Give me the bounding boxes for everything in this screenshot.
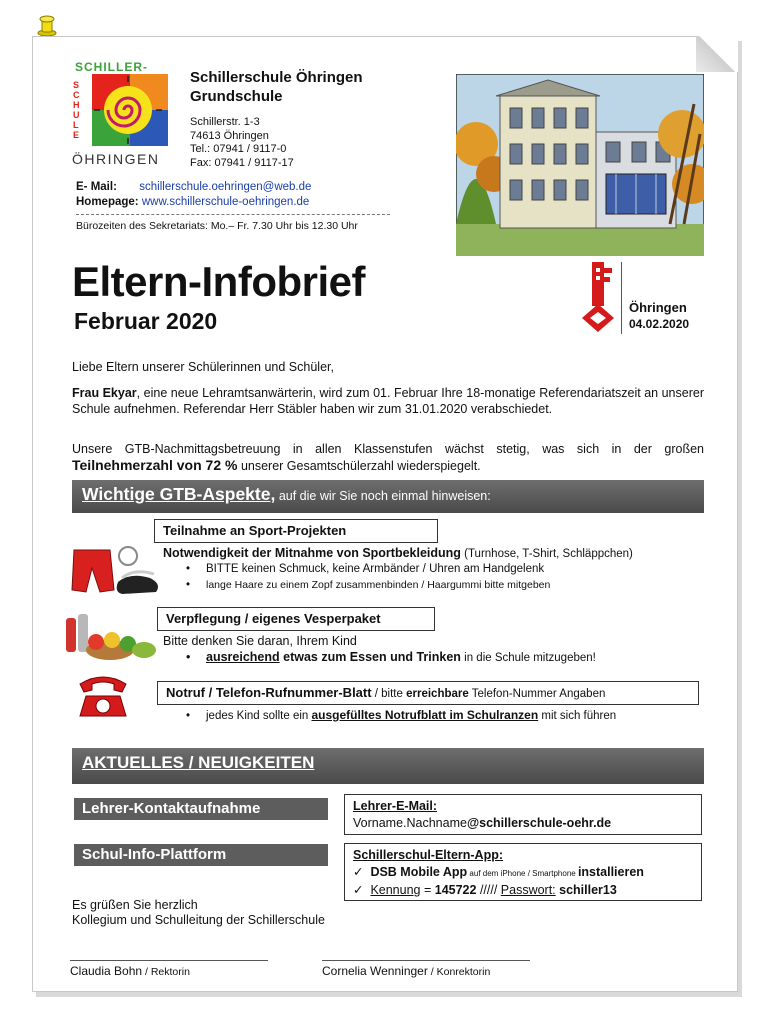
food-bullet-bold: etwas zum Essen und Trinken [279, 650, 461, 664]
emergency-box-text: / bitte [371, 688, 407, 700]
greeting-line1: Es grüßen Sie herzlich [72, 898, 198, 912]
signature-vice-principal [322, 964, 490, 978]
school-name-line2: Grundschule [190, 88, 283, 105]
emergency-box-title: Notruf / Telefon-Rufnummer-Blatt [166, 685, 372, 700]
sport-bullet-jewelry: • BITTE keinen Schmuck, keine Armbänder / Uhren am Handgelenk [186, 563, 545, 575]
logo-text-top: SCHILLER- [75, 60, 148, 74]
app-device: auf dem iPhone / Smartphone [467, 869, 578, 878]
address-fax: Fax: 07941 / 9117-17 [190, 156, 294, 169]
sportswear-illustration [70, 542, 162, 598]
food-bullet-rest: in die Schule mitzugeben! [460, 652, 596, 664]
app-name: DSB Mobile App [370, 865, 468, 879]
checkmark-icon: ✓ [353, 883, 364, 897]
teacher-email-box [344, 794, 702, 835]
salutation: Liebe Eltern unserer Schülerinnen und Schüler, [72, 360, 334, 374]
school-name-line1: Schillerschule Öhringen [190, 69, 363, 86]
gtb-heading-rest: auf die wir Sie noch einmal hinweisen: [275, 489, 491, 503]
city-key-emblem-icon [580, 262, 616, 332]
greeting-line2: Kollegium und Schulleitung der Schillerschule [72, 913, 325, 927]
news-heading: AKTUELLES / NEUIGKEITEN [82, 753, 315, 772]
email-pattern: Vorname.Nachname [353, 816, 467, 830]
password: schiller13 [555, 883, 617, 897]
bullet-text: mit sich führen [538, 710, 617, 722]
gtb-section-header [72, 480, 704, 513]
checkmark-icon: ✓ [353, 865, 364, 879]
login-id: 145722 [434, 883, 477, 897]
emergency-box-text: Telefon-Nummer Angaben [468, 688, 606, 700]
app-install: installieren [577, 865, 644, 879]
parent-app-box [344, 843, 702, 901]
school-name [190, 68, 363, 106]
address-phone: Tel.: 07941 / 9117-0 [190, 143, 287, 155]
login-id-label: Kennung [370, 883, 421, 897]
address-street: Schillerstr. 1-3 [190, 116, 260, 128]
school-building-illustration [456, 74, 704, 256]
emergency-bullet: • jedes Kind sollte ein ausgefülltes Notrufblatt im Schulranzen mit sich führen [186, 708, 617, 722]
bullet-text: jedes Kind sollte ein [206, 710, 312, 722]
emergency-box-bold: erreichbare [406, 688, 469, 700]
percentage-highlight: Teilnehmerzahl von 72 % [72, 456, 238, 473]
email-link[interactable]: schillerschule.oehringen@web.de [139, 181, 312, 193]
sport-requirement-items: (Turnhose, T-Shirt, Schläppchen) [460, 548, 633, 560]
contact-block: E- Mail: schillerschule.oehringen@web.de Homepage: www.schillerschule-oehringen.de [76, 181, 312, 208]
food-bullet-underlined: ausreichend [206, 650, 280, 664]
signature-principal [70, 964, 190, 978]
emergency-box [157, 681, 699, 705]
divider [76, 214, 390, 215]
app-heading: Schillerschul-Eltern-App: [353, 848, 504, 862]
principal-name: Claudia Bohn [70, 964, 143, 978]
bullet-underlined: ausgefülltes Notrufblatt im Schulranzen [311, 708, 539, 722]
page-subtitle: Februar 2020 [74, 308, 218, 334]
food-reminder: Bitte denken Sie daran, Ihrem Kind [163, 634, 357, 648]
sport-requirement [163, 546, 633, 560]
place-label: Öhringen [629, 300, 687, 315]
password-label: Passwort: [500, 883, 556, 897]
teacher-email-heading: Lehrer-E-Mail: [353, 799, 438, 813]
paragraph-gtb [72, 442, 704, 474]
email-domain: @schillerschule-oehr.de [466, 816, 612, 830]
food-box: Verpflegung / eigenes Vesperpaket [157, 607, 435, 631]
equals-sign: = [420, 883, 435, 897]
sport-requirement-bold: Notwendigkeit der Mitnahme von Sportbekleidung [163, 546, 461, 560]
email-label: E- Mail [76, 181, 114, 193]
vice-principal-name: Cornelia Wenninger [322, 964, 428, 978]
address-city: 74613 Öhringen [190, 129, 269, 142]
paragraph-referendariat [72, 386, 704, 417]
snack-food-illustration [62, 608, 158, 664]
sport-box: Teilnahme an Sport-Projekten [154, 519, 438, 543]
platform-label: Schul-Info-Plattform [74, 844, 328, 866]
bullet-text: lange Haare zu einem Zopf zusammenbinden / Haargummi bitte mitgeben [206, 579, 551, 591]
news-section-header [72, 748, 704, 784]
date-divider [621, 262, 622, 334]
signature-line-2 [322, 960, 530, 961]
page-fold-corner [696, 36, 738, 72]
sport-bullet-hair: • lange Haare zu einem Zopf zusammenbinden / Haargummi bitte mitgeben [186, 579, 551, 591]
signature-line-1 [70, 960, 268, 961]
red-telephone-icon [74, 668, 132, 720]
gtb-heading: Wichtige GTB-Aspekte, [82, 484, 276, 504]
paragraph-text: unserer Gesamtschülerzahl wiederspiegelt. [237, 458, 481, 473]
logo-text-side: SCHULE [73, 80, 80, 140]
homepage-label: Homepage [76, 196, 135, 208]
page-title: Eltern-Infobrief [72, 258, 365, 305]
teacher-contact-label: Lehrer-Kontaktaufnahme [74, 798, 328, 820]
paragraph-text: , eine neue Lehramtsanwärterin, wird zum 01. Februar Ihre 18-monatige Referendariatszeit an unserer Schule aufnehmen. Referendar Herr Stäbler haben wir zum 31.01.2020 verabschiedet. [72, 386, 704, 416]
food-bullet: • ausreichend etwas zum Essen und Trinken in die Schule mitzugeben! [186, 650, 596, 664]
office-hours: Bürozeiten des Sekretariats: Mo.– Fr. 7.30 Uhr bis 12.30 Uhr [76, 220, 358, 232]
principal-role: / Rektorin [142, 966, 190, 978]
name-highlight: Frau Ekyar [72, 386, 137, 400]
separator: ///// [476, 883, 501, 897]
logo-text-bottom: ÖHRINGEN [72, 151, 160, 167]
vice-principal-role: / Konrektorin [427, 966, 491, 978]
bullet-text: BITTE keinen Schmuck, keine Armbänder / Uhren am Handgelenk [206, 563, 545, 575]
closing-greeting [72, 898, 325, 928]
paragraph-text: Unsere GTB-Nachmittagsbetreuung in allen Klassenstufen wächst stetig, was sich in der großen [72, 442, 704, 456]
date-label: 04.02.2020 [629, 317, 690, 331]
school-address [190, 116, 294, 170]
homepage-link[interactable]: www.schillerschule-oehringen.de [141, 196, 310, 208]
